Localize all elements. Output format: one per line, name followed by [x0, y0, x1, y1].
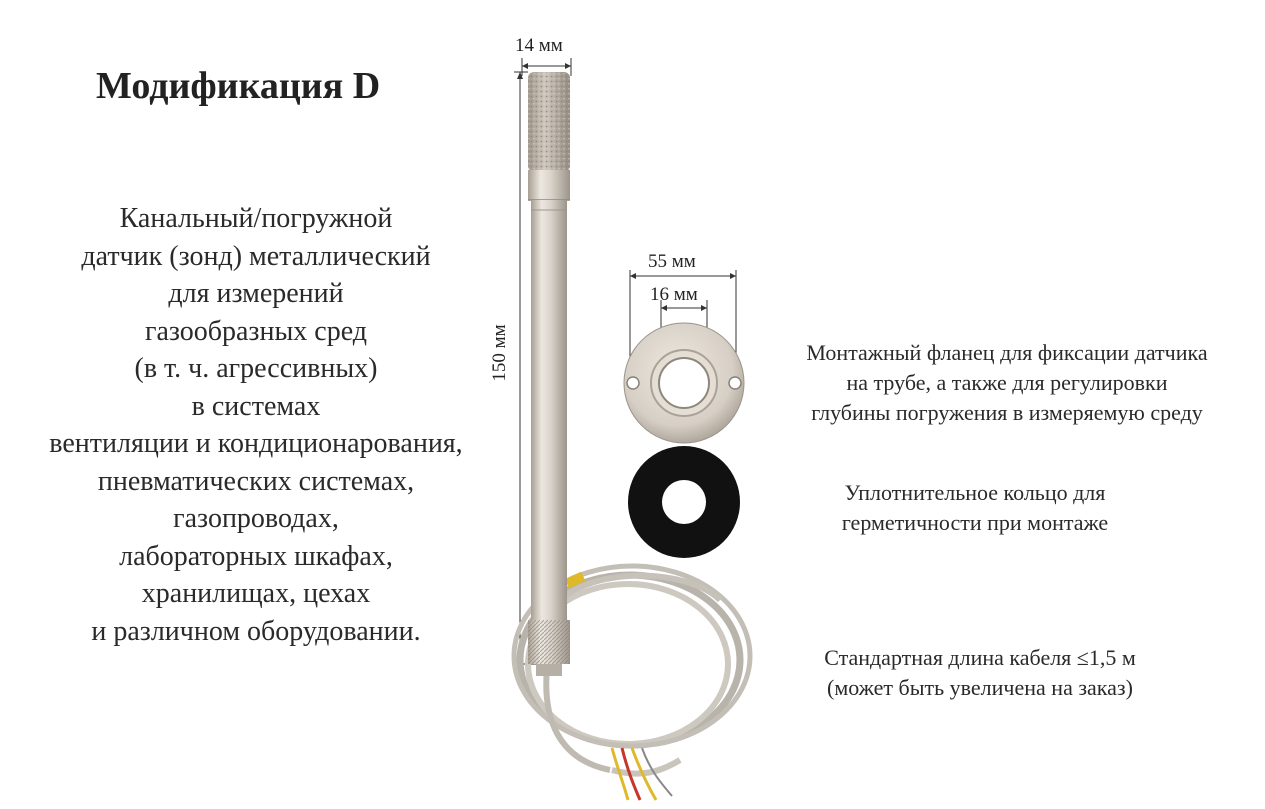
description-line: Канальный/погружной: [119, 203, 393, 234]
description-line: и различном оборудовании.: [91, 615, 421, 647]
dimension-16mm-label: 16 мм: [650, 284, 698, 305]
description-line: газообразных сред: [144, 315, 368, 347]
description-line: пневматических системах,: [97, 465, 415, 497]
cable-callout-line: Стандартная длина кабеля ≤1,5 м: [824, 645, 1136, 670]
cable-callout: [770, 643, 1190, 703]
dimension-55mm-label: 55 мм: [648, 251, 696, 272]
dimension-14mm-label: 14 мм: [515, 35, 563, 56]
description-line: в системах: [191, 390, 321, 422]
flange-callout-line: на трубе, а также для регулировки: [846, 370, 1168, 395]
description-line: лабораторных шкафах,: [119, 540, 393, 572]
description-line: датчик (зонд) металлический: [81, 240, 431, 272]
ring-callout: [790, 478, 1160, 538]
probe-body: [528, 72, 570, 676]
sealing-ring: [628, 446, 740, 558]
flange-callout-line: Монтажный фланец для фиксации датчика: [806, 340, 1208, 365]
page-title: Модификация D: [96, 65, 381, 107]
ring-callout-line: герметичности при монтаже: [841, 510, 1109, 535]
ring-callout-line: Уплотнительное кольцо для: [844, 480, 1106, 505]
description-line: хранилищах, цехах: [141, 578, 371, 609]
dimension-150mm-label: 150 мм: [489, 324, 510, 382]
description-line: (в т. ч. агрессивных): [134, 353, 378, 384]
description-line: газопроводах,: [173, 503, 339, 534]
mounting-flange: [624, 323, 744, 443]
flange-callout: [762, 338, 1252, 428]
description-line: для измерений: [168, 278, 344, 309]
description-line: вентиляции и кондиционарования,: [49, 428, 463, 459]
flange-callout-line: глубины погружения в измеряемую среду: [811, 400, 1203, 425]
cable-callout-line: (может быть увеличена на заказ): [827, 675, 1133, 700]
